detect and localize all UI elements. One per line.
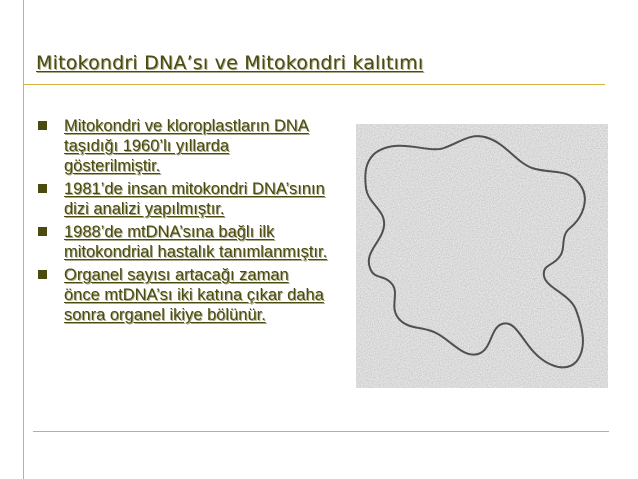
bullet-list <box>38 116 328 328</box>
title-divider <box>23 84 605 85</box>
square-bullet-icon <box>38 184 47 193</box>
vertical-accent-line <box>23 0 24 479</box>
bullet-text: 1981’de insan mitokondri DNA’sının dizi analizi yapılmıştır. <box>64 180 325 218</box>
bullet-text: Mitokondri ve kloroplastların DNA taşıdığı 1960’lı yıllarda gösterilmiştir. <box>64 117 309 175</box>
micrograph-grain <box>356 124 608 388</box>
bullet-item <box>38 116 328 176</box>
bullet-item <box>38 179 328 219</box>
bullet-item <box>38 222 328 262</box>
slide-title: Mitokondri DNA’sı ve Mitokondri kalıtımı <box>36 52 424 74</box>
square-bullet-icon <box>38 121 47 130</box>
mitochondrial-dna-micrograph <box>356 124 608 388</box>
square-bullet-icon <box>38 270 47 279</box>
bullet-item <box>38 265 328 325</box>
bottom-divider <box>33 431 609 432</box>
bullet-text: 1988’de mtDNA’sına bağlı ilk mitokondrial hastalık tanımlanmıştır. <box>64 223 328 261</box>
square-bullet-icon <box>38 227 47 236</box>
bullet-text: Organel sayısı artacağı zaman önce mtDNA’sı iki katına çıkar daha sonra organel ikiye bölünür. <box>64 266 324 324</box>
